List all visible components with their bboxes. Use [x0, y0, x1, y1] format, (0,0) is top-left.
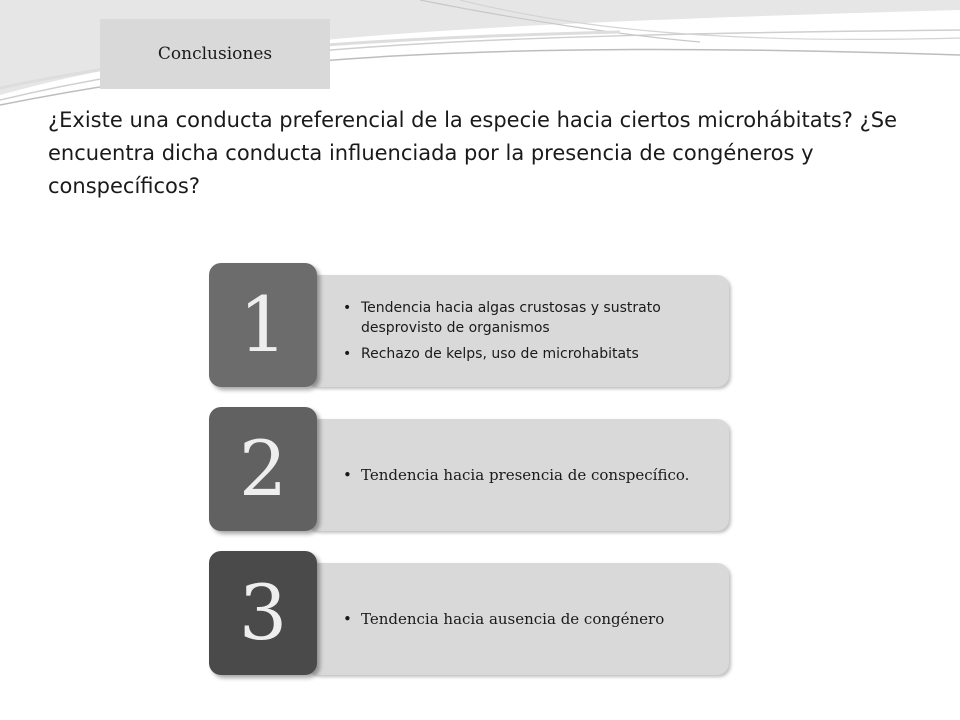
conclusion-item-1-bullets [339, 275, 713, 387]
bullet-text: • Tendencia hacia ausencia de congénero [339, 609, 713, 630]
conclusion-item-3-number: 3 [238, 568, 288, 657]
conclusion-item-3-number-box [209, 551, 317, 675]
research-question: ¿Existe una conducta preferencial de la especie hacia ciertos microhábitats? ¿Se encuentra dicha conducta influenciada por la presencia de congéneros y conspecíficos? [48, 108, 897, 198]
conclusion-item-2 [209, 407, 731, 533]
conclusion-item-1 [209, 263, 731, 389]
conclusion-item-1-number-box [209, 263, 317, 387]
section-title-box [100, 19, 330, 89]
conclusion-item-2-number: 2 [238, 424, 288, 513]
section-title: Conclusiones [157, 44, 273, 64]
bullet-text: • Tendencia hacia presencia de conspecífico. [339, 465, 713, 486]
conclusion-item-2-number-box [209, 407, 317, 531]
conclusion-item-2-bullets [339, 419, 713, 531]
bullet-text: • Rechazo de kelps, uso de microhabitats [339, 344, 713, 364]
conclusion-item-3-bullets [339, 563, 713, 675]
conclusion-item-1-number: 1 [238, 280, 288, 369]
conclusion-item-3 [209, 551, 731, 677]
bullet-text: • Tendencia hacia algas crustosas y sustrato desprovisto de organismos [339, 298, 713, 338]
